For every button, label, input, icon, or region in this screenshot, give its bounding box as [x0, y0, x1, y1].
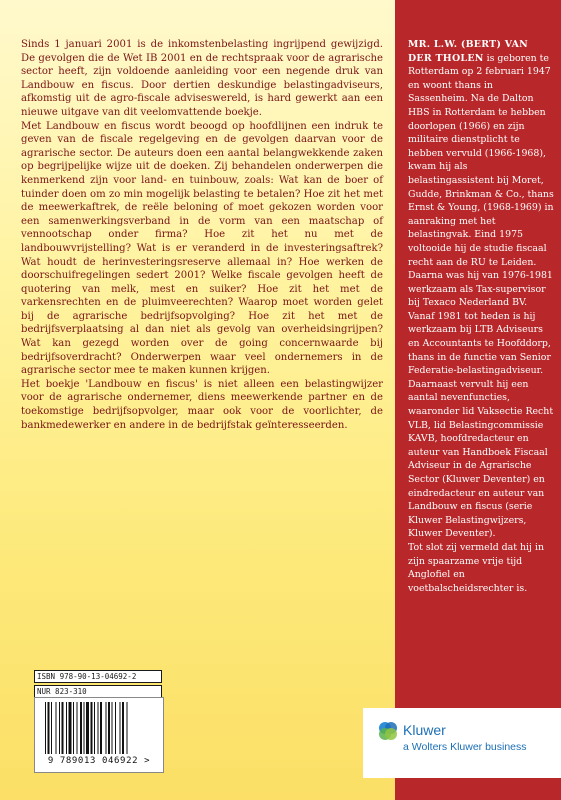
bio-paragraph-1 [408, 38, 554, 310]
barcode-number: 9 789013 046922 > [47, 756, 151, 766]
nur-label: NUR 823-310 [34, 685, 162, 698]
bio-paragraph-3: Daarnaast vervult hij een aantal nevenfuncties, waaronder lid Vaksectie Recht VLB, lid Belastingcommissie KAVB, hoofdredacteur en auteur van Handboek Fiscaal Adviseur in de Agrarische Sector (Kluwer Deventer) en eindredacteur en auteur van Landbouw en fiscus (serie Kluwer Belastingwijzers, Kluwer Deventer). [408, 378, 554, 540]
author-name: MR. L.W. (BERT) VAN DER THOLEN [408, 39, 529, 64]
barcode-bars [45, 702, 153, 758]
author-bio [408, 38, 554, 595]
bio-paragraph-1-text: is geboren te Rotterdam op 2 februari 1947 en woont thans in Sassenheim. Na de Dalton HBS in Rotterdam te hebben doorlopen (1966) en zijn militaire dienstplicht te hebben vervuld (1966-1968), kwam hij als belastingassistent bij Moret, Gudde, Brinkman & Co., thans Ernst & Young, (1968-1969) in aanraking met het belastingvak. Eind 1975 voltooide hij de studie fiscaal recht aan de RU te Leiden. Daarna was hij van 1976-1981 werkzaam als Tax-supervisor bij Texaco Nederland BV. [408, 52, 554, 309]
description-paragraph-2: Met Landbouw en fiscus wordt beoogd op hoofdlijnen een indruk te geven van de fiscale regelgeving en de gevolgen daarvan voor de agrarische sector. De auteurs doen een aantal belangwekkende zaken op begrijpelijke wijze uit de doeken. Zij behandelen onderwerpen die kenmerkend zijn voor land- en tuinbouw, zoals: Wat kan de boer of tuinder doen om zo min mogelijk belasting te betalen? Hoe zit het met de meewerkaftrek, de reële beloning of moet gekozen worden voor een samenwerkingsverband in de vorm van een maatschap of vennootschap onder firma? Hoe zit het nu met de landbouwvrijstelling? Wat is er veranderd in de investeringsaftrek? Wat houdt de herinvesteringsreserve allemaal in? Hoe werken de doorschuifregelingen sedert 2001? Welke fiscale gevolgen heeft de quotering van melk, mest en suiker? Hoe zit het met de varkensrechten en de pluimveerechten? Waarop moet worden gelet bij de agrarische bedrijfsopvolging? Hoe zit het met de bedrijfsverplaatsing al dan niet als gevolg van overheidsingrijpen? Wat kan gezegd worden over de going concernwaarde bij bedrijfsoverdracht? Onderwerpen waar veel ondernemers in de agrarische sector mee te maken kunnen krijgen. [21, 120, 383, 377]
bio-paragraph-2: Vanaf 1981 tot heden is hij werkzaam bij LTB Adviseurs en Accountants te Hoofddorp, thans in de functie van Senior Federatie-belastingadviseur. [408, 310, 551, 377]
book-description [21, 38, 383, 432]
publisher-logo-box [363, 708, 561, 778]
bio-paragraph-4: Tot slot zij vermeld dat hij in zijn spaarzame vrije tijd Anglofiel en voetbalscheidsrechter is. [408, 541, 544, 594]
publisher-name: Kluwer [403, 722, 446, 738]
description-paragraph-3: Het boekje 'Landbouw en fiscus' is niet alleen een belastingwijzer voor de agrarische ondernemer, diens meewerkende partner en de toekomstige bedrijfsopvolger, maar ook voor de voorlichter, de bankmedewerker en andere in de bedrijfstak geïnteresseerden. [21, 378, 383, 431]
isbn-block [34, 670, 162, 700]
description-paragraph-1: Sinds 1 januari 2001 is de inkomstenbelasting ingrijpend gewijzigd. De gevolgen die de Wet IB 2001 en de rechtspraak voor de agrarische sector heeft, zijn voldoende aanleiding voor een negende druk van Landbouw en fiscus. Door dertien deskundige belastingadviseurs, afkomstig uit de agro-fiscale adviseswereld, is hard gewerkt aan een nieuwe uitgave van dit veelomvattende boekje. [21, 39, 383, 118]
barcode [34, 697, 164, 773]
publisher-tagline: a Wolters Kluwer business [403, 741, 527, 753]
kluwer-logo-icon [377, 720, 399, 742]
isbn-label: ISBN 978-90-13-04692-2 [34, 670, 162, 683]
